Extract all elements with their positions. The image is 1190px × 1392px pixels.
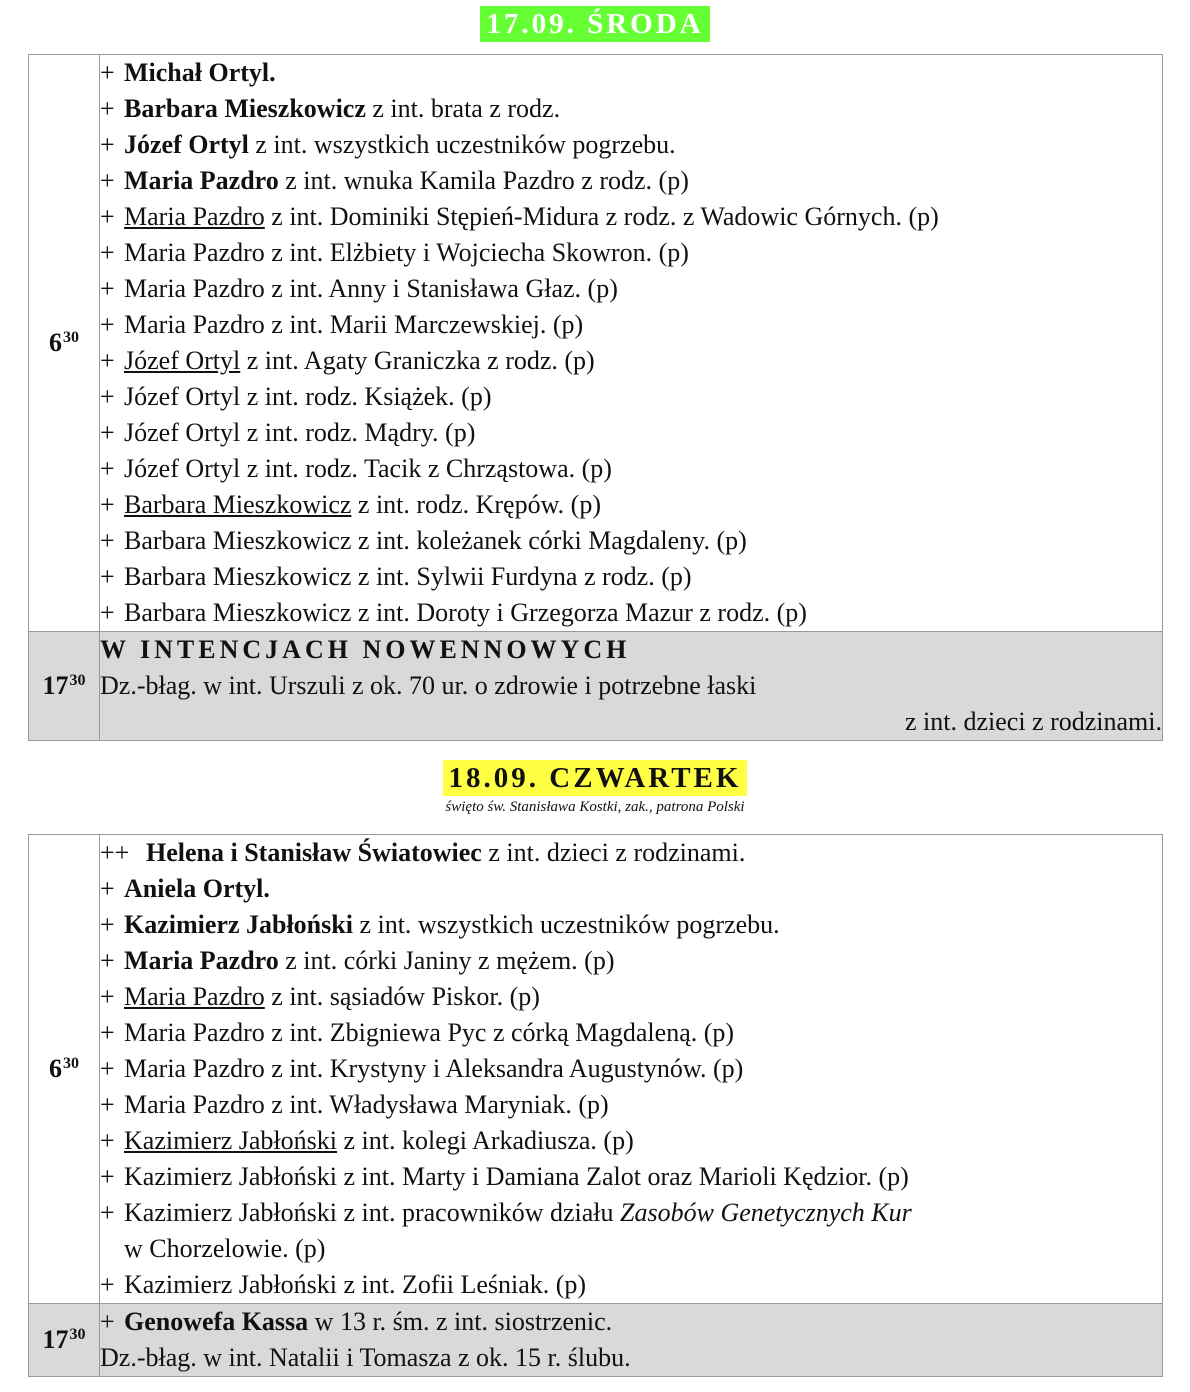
mass-time: $6^{30}$ <box>29 835 100 1304</box>
intention-line: + Maria Pazdro z int. Anny i Stanisława Głaz. (p) <box>100 274 618 303</box>
mass-row <box>29 1304 1163 1377</box>
intention-line: + Maria Pazdro z int. Dominiki Stępień-Midura z rodz. z Wadowic Górnych. (p) <box>100 202 939 231</box>
mass-row <box>29 632 1163 741</box>
intention-line: + Kazimierz Jabłoński z int. pracowników działu Zasobów Genetycznych Kur <box>100 1198 912 1227</box>
intentions <box>100 1304 1163 1377</box>
day-subtitle: święto św. Stanisława Kostki, zak., patrona Polski <box>445 799 745 815</box>
intention-line: + Józef Ortyl z int. rodz. Książek. (p) <box>100 382 492 411</box>
intention-line: + Józef Ortyl z int. wszystkich uczestników pogrzebu. <box>100 130 676 159</box>
mass-time: $6^{30}$ <box>29 55 100 632</box>
intention-line: z int. dzieci z rodzinami. <box>904 707 1162 736</box>
intention-line: + Michał Ortyl. <box>100 58 276 87</box>
intentions <box>100 632 1163 741</box>
mass-row <box>29 55 1163 632</box>
intention-line: + Maria Pazdro z int. Zbigniewa Pyc z córką Magdaleną. (p) <box>100 1018 735 1047</box>
intention-line: + Maria Pazdro z int. sąsiadów Piskor. (p) <box>100 982 540 1011</box>
day-header-1 <box>0 6 1190 42</box>
intention-line: + Barbara Mieszkowicz z int. rodz. Krępów. (p) <box>100 490 601 519</box>
intention-line: ++ Helena i Stanisław Światowiec z int. dzieci z rodzinami. <box>100 838 746 867</box>
day-title: 18.09. CZWARTEK <box>443 760 748 796</box>
intention-line: w Chorzelowie. (p) <box>124 1234 326 1263</box>
intentions <box>100 835 1163 1304</box>
intention-line: Dz.-błag. w int. Natalii i Tomasza z ok. 15 r. ślubu. <box>100 1343 631 1372</box>
intention-line: + Genowefa Kassa w 13 r. śm. z int. siostrzenic. <box>100 1307 613 1336</box>
mass-row <box>29 835 1163 1304</box>
intention-line: + Maria Pazdro z int. córki Janiny z mężem. (p) <box>100 946 615 975</box>
intention-line: + Barbara Mieszkowicz z int. Doroty i Grzegorza Mazur z rodz. (p) <box>100 598 807 627</box>
intention-line: + Barbara Mieszkowicz z int. brata z rodz. <box>100 94 561 123</box>
intentions <box>100 55 1163 632</box>
intention-line: + Józef Ortyl z int. rodz. Tacik z Chrząstowa. (p) <box>100 454 612 483</box>
novena-heading: W INTENCJACH NOWENNOWYCH <box>100 635 631 664</box>
day-title: 17.09. ŚRODA <box>480 6 709 42</box>
intention-line: + Maria Pazdro z int. Elżbiety i Wojciecha Skowron. (p) <box>100 238 689 267</box>
intention-line: + Maria Pazdro z int. Władysława Maryniak. (p) <box>100 1090 609 1119</box>
intention-line: + Maria Pazdro z int. wnuka Kamila Pazdro z rodz. (p) <box>100 166 689 195</box>
day-header-2 <box>0 760 1190 816</box>
schedule-table-2 <box>28 834 1163 1377</box>
intention-line: + Józef Ortyl z int. rodz. Mądry. (p) <box>100 418 476 447</box>
intention-line: + Maria Pazdro z int. Krystyny i Aleksandra Augustynów. (p) <box>100 1054 744 1083</box>
intention-line: Dz.-błag. w int. Urszuli z ok. 70 ur. o zdrowie i potrzebne łaski <box>100 671 757 700</box>
intention-line: + Kazimierz Jabłoński z int. Marty i Damiana Zalot oraz Marioli Kędzior. (p) <box>100 1162 909 1191</box>
mass-time: $17^{30}$ <box>29 632 100 741</box>
intention-line: + Kazimierz Jabłoński z int. kolegi Arkadiusza. (p) <box>100 1126 634 1155</box>
intention-line: + Aniela Ortyl. <box>100 874 270 903</box>
intention-line: + Barbara Mieszkowicz z int. Sylwii Furdyna z rodz. (p) <box>100 562 692 591</box>
schedule-table-1 <box>28 54 1163 741</box>
intention-line: + Maria Pazdro z int. Marii Marczewskiej. (p) <box>100 310 584 339</box>
intention-line: + Kazimierz Jabłoński z int. Zofii Leśniak. (p) <box>100 1270 587 1299</box>
intention-line: + Barbara Mieszkowicz z int. koleżanek córki Magdaleny. (p) <box>100 526 747 555</box>
intention-line: + Kazimierz Jabłoński z int. wszystkich uczestników pogrzebu. <box>100 910 780 939</box>
intention-line: + Józef Ortyl z int. Agaty Graniczka z rodz. (p) <box>100 346 595 375</box>
mass-time: $17^{30}$ <box>29 1304 100 1377</box>
